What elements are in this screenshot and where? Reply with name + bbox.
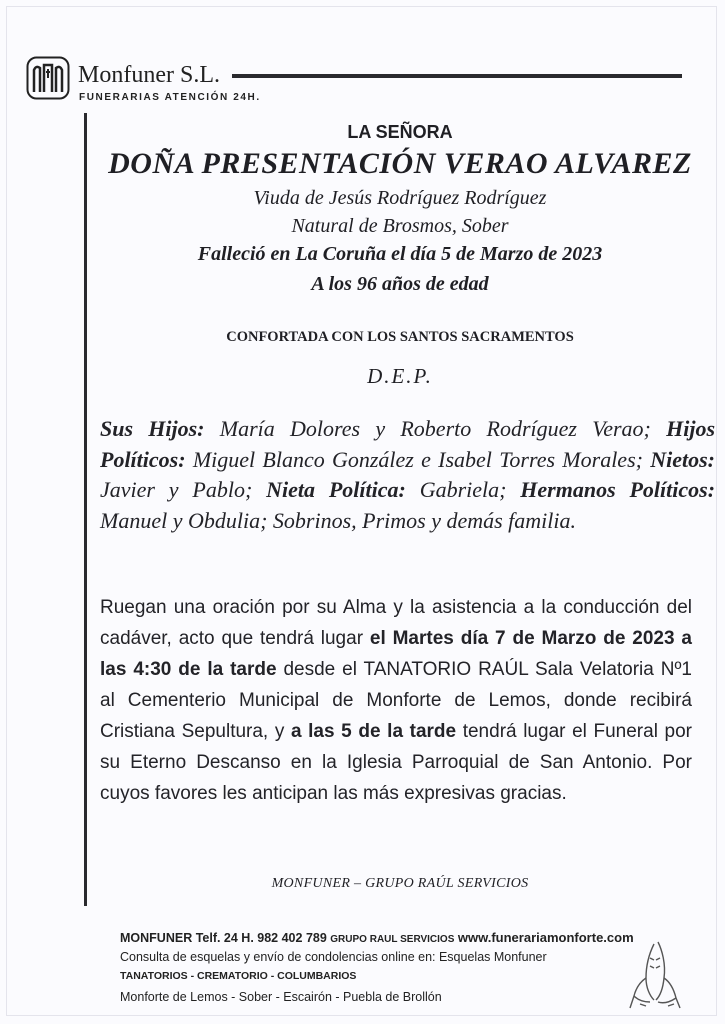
- service-text-1: Ruegan una oración por su Alma y la asistencia a la conducción del cadáver, acto que tendrá lugar: [100, 597, 692, 649]
- brand-name: Monfuner S.L.: [78, 62, 220, 88]
- dep: D.E.P.: [367, 364, 433, 388]
- sacraments: CONFORTADA CON LOS SANTOS SACRAMENTOS: [226, 329, 574, 345]
- monfuner-logo-icon: [26, 56, 70, 100]
- deceased-name: DOÑA PRESENTACIÓN VERAO ALVAREZ: [108, 147, 692, 180]
- funeral-time: a las 5 de la tarde: [290, 721, 457, 742]
- footer-locations: Monforte de Lemos - Sober - Escairón - Puebla de Brollón: [120, 990, 442, 1004]
- siblings-inlaw: Manuel y Obdulia; Sobrinos, Primos y demás familia.: [100, 507, 577, 533]
- widow-of: Viuda de Jesús Rodríguez Rodríguez: [253, 187, 547, 209]
- service-datetime: el Martes día 7 de Marzo de 2023 a las 4:30 de la tarde: [100, 628, 692, 680]
- grandchildren-label: Nietos:: [650, 446, 715, 472]
- inlaws: Miguel Blanco González e Isabel Torres Morales;: [192, 446, 643, 472]
- granddaughter-inlaw-label: Nieta Política:: [266, 477, 406, 502]
- brand-tagline: FUNERARIAS ATENCIÓN 24H.: [79, 92, 261, 103]
- footer-services: TANATORIOS - CREMATORIO - COLUMBARIOS: [120, 970, 357, 982]
- praying-hands-icon: [620, 938, 688, 1012]
- vertical-rule: [84, 113, 87, 906]
- signature: MONFUNER – GRUPO RAÚL SERVICIOS: [271, 876, 529, 891]
- footer-website[interactable]: www.funerariamonforte.com: [457, 930, 634, 945]
- siblings-inlaw-label: Hermanos Políticos:: [520, 477, 716, 502]
- children: María Dolores y Roberto Rodríguez Verao;: [219, 416, 651, 441]
- service-text-3: tendrá lugar el Funeral por su Eterno Descanso en la Iglesia Parroquial de San Antonio. Por cuyos favores les anticipan las más expresivas gracias.: [100, 721, 692, 804]
- footer-condolences: Consulta de esquelas y envío de condolencias online en: Esquelas Monfuner: [120, 950, 547, 964]
- service-text-2: desde el TANATORIO RAÚL Sala Velatoria Nº1 al Cementerio Municipal de Monforte de Lemos, donde recibirá Cristiana Sepultura, y: [100, 659, 692, 742]
- footer-contact: [120, 930, 634, 945]
- footer-group: GRUPO RAUL SERVICIOS: [330, 934, 455, 945]
- age: A los 96 años de edad: [311, 273, 489, 295]
- children-label: Sus Hijos:: [100, 416, 205, 441]
- honorific: LA SEÑORA: [347, 122, 453, 142]
- death-info: Falleció en La Coruña el día 5 de Marzo de 2023: [197, 243, 603, 265]
- footer-phone: MONFUNER Telf. 24 H. 982 402 789: [120, 931, 327, 945]
- grandchildren: Javier y Pablo;: [100, 477, 253, 502]
- origin: Natural de Brosmos, Sober: [291, 215, 509, 237]
- service-paragraph: [100, 592, 692, 809]
- inlaws-label: Hijos Políticos:: [100, 416, 716, 472]
- family-paragraph: [100, 414, 715, 536]
- granddaughter-inlaw: Gabriela;: [419, 477, 507, 502]
- header-rule: [232, 74, 682, 78]
